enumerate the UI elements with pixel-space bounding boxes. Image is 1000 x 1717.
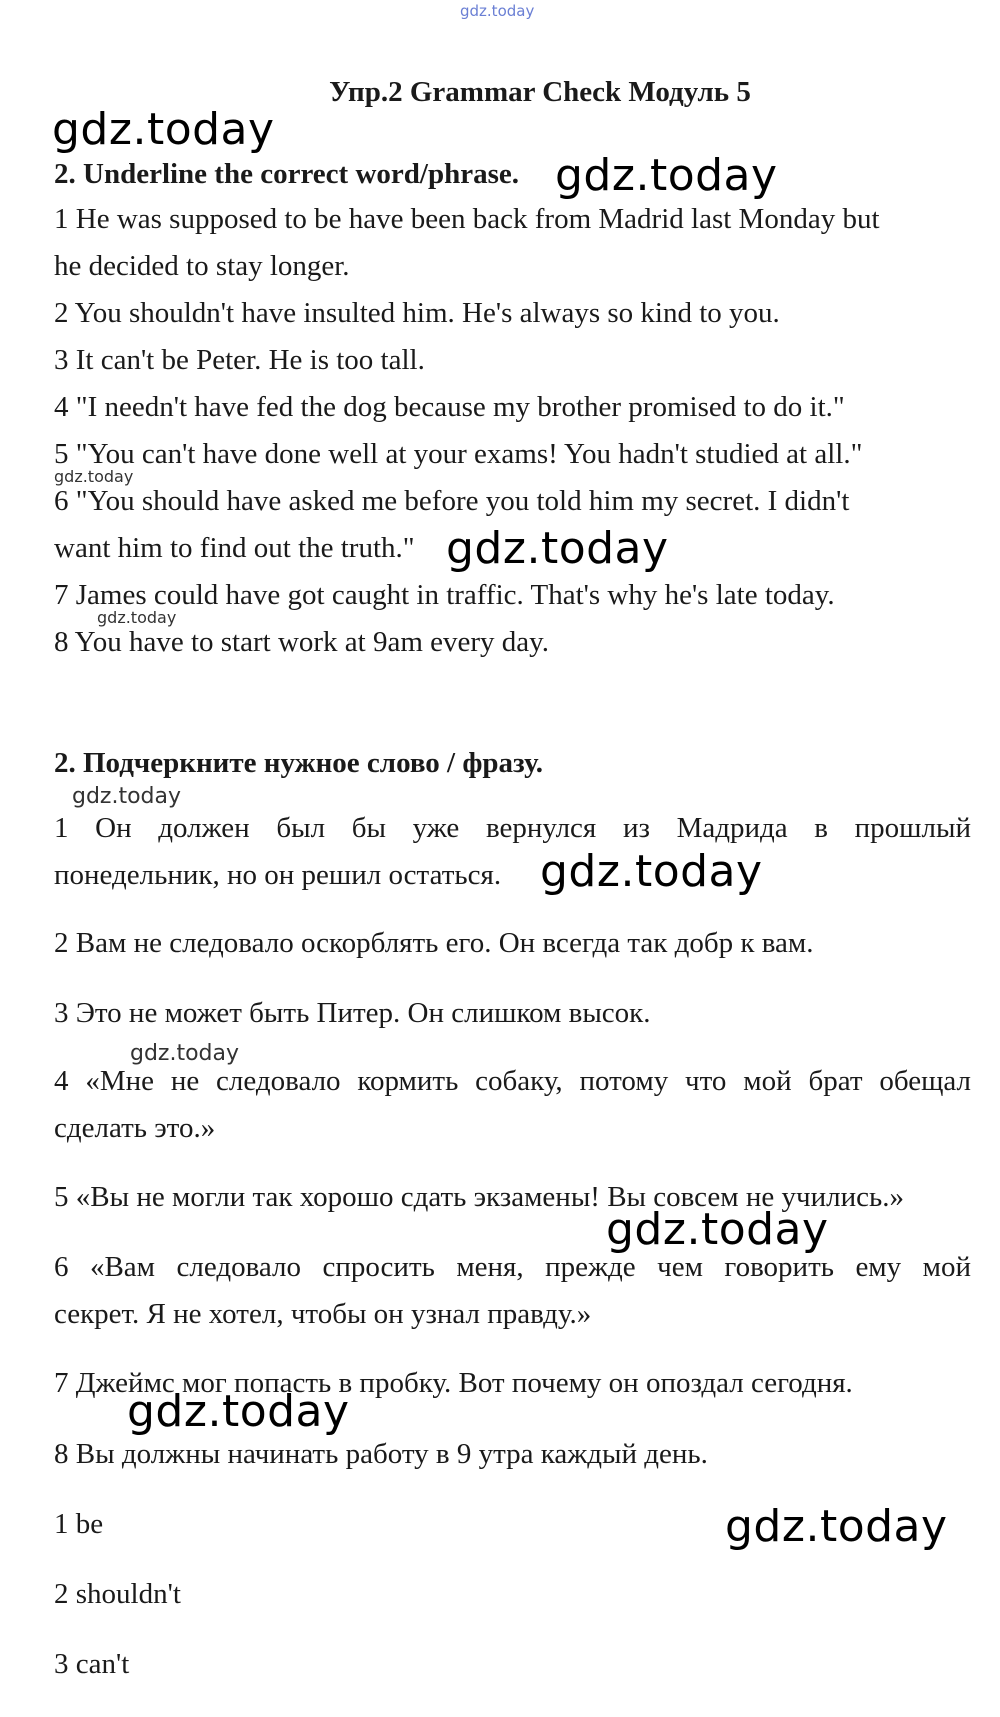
exercise-line: 2 You shouldn't have insulted him. He's always so kind to you. [54, 297, 780, 329]
translation-line: 2 Вам не следовало оскорблять его. Он всегда так добр к вам. [54, 927, 814, 959]
watermark: gdz.today [725, 1501, 948, 1552]
translation-line: 4 «Мне не следовало кормить собаку, потому что мой брат обещал [54, 1065, 971, 1097]
translation-line: понедельник, но он решил остаться. [54, 859, 502, 891]
exercise-heading-ru: 2. Подчеркните нужное слово / фразу. [54, 747, 543, 779]
watermark: gdz.today [130, 1041, 240, 1066]
translation-line: 7 Джеймс мог попасть в пробку. Вот почему он опоздал сегодня. [54, 1367, 853, 1399]
translation-line: 6 «Вам следовало спросить меня, прежде чем говорить ему мой [54, 1251, 971, 1283]
exercise-line: 3 It can't be Peter. He is too tall. [54, 344, 425, 376]
translation-line: 3 Это не может быть Питер. Он слишком высок. [54, 997, 651, 1029]
translation-line: 1 Он должен был бы уже вернулся из Мадрида в прошлый [54, 812, 971, 844]
exercise-heading-en: 2. Underline the correct word/phrase. [54, 158, 519, 190]
exercise-line: 1 He was supposed to be have been back from Madrid last Monday but [54, 203, 880, 235]
watermark: gdz.today [97, 608, 177, 627]
watermark: gdz.today [54, 467, 134, 486]
translation-line: сделать это.» [54, 1112, 216, 1144]
exercise-line: 7 James could have got caught in traffic. That's why he's late today. [54, 579, 835, 611]
translation-line: 5 «Вы не могли так хорошо сдать экзамены! Вы совсем не учились.» [54, 1181, 904, 1213]
page-title: Упр.2 Grammar Check Модуль 5 [329, 76, 751, 108]
watermark: gdz.today [606, 1204, 829, 1255]
exercise-line: 4 "I needn't have fed the dog because my brother promised to do it." [54, 391, 845, 423]
answer-item: 3 can't [54, 1648, 130, 1680]
exercise-line: want him to find out the truth." [54, 532, 415, 564]
watermark: gdz.today [72, 784, 182, 809]
answer-item: 2 shouldn't [54, 1578, 181, 1610]
watermark: gdz.today [460, 2, 535, 20]
exercise-line: 5 "You can't have done well at your exams! You hadn't studied at all." [54, 438, 863, 470]
watermark: gdz.today [127, 1386, 350, 1437]
answer-item: 1 be [54, 1508, 104, 1540]
watermark: gdz.today [446, 523, 669, 574]
translation-line: 8 Вы должны начинать работу в 9 утра каждый день. [54, 1438, 708, 1470]
watermark: gdz.today [540, 846, 763, 897]
exercise-line: 6 "You should have asked me before you told him my secret. I didn't [54, 485, 850, 517]
exercise-line: 8 You have to start work at 9am every day. [54, 626, 550, 658]
exercise-line: he decided to stay longer. [54, 250, 350, 282]
translation-line: секрет. Я не хотел, чтобы он узнал правду.» [54, 1298, 592, 1330]
watermark: gdz.today [555, 150, 778, 201]
watermark: gdz.today [52, 104, 275, 155]
